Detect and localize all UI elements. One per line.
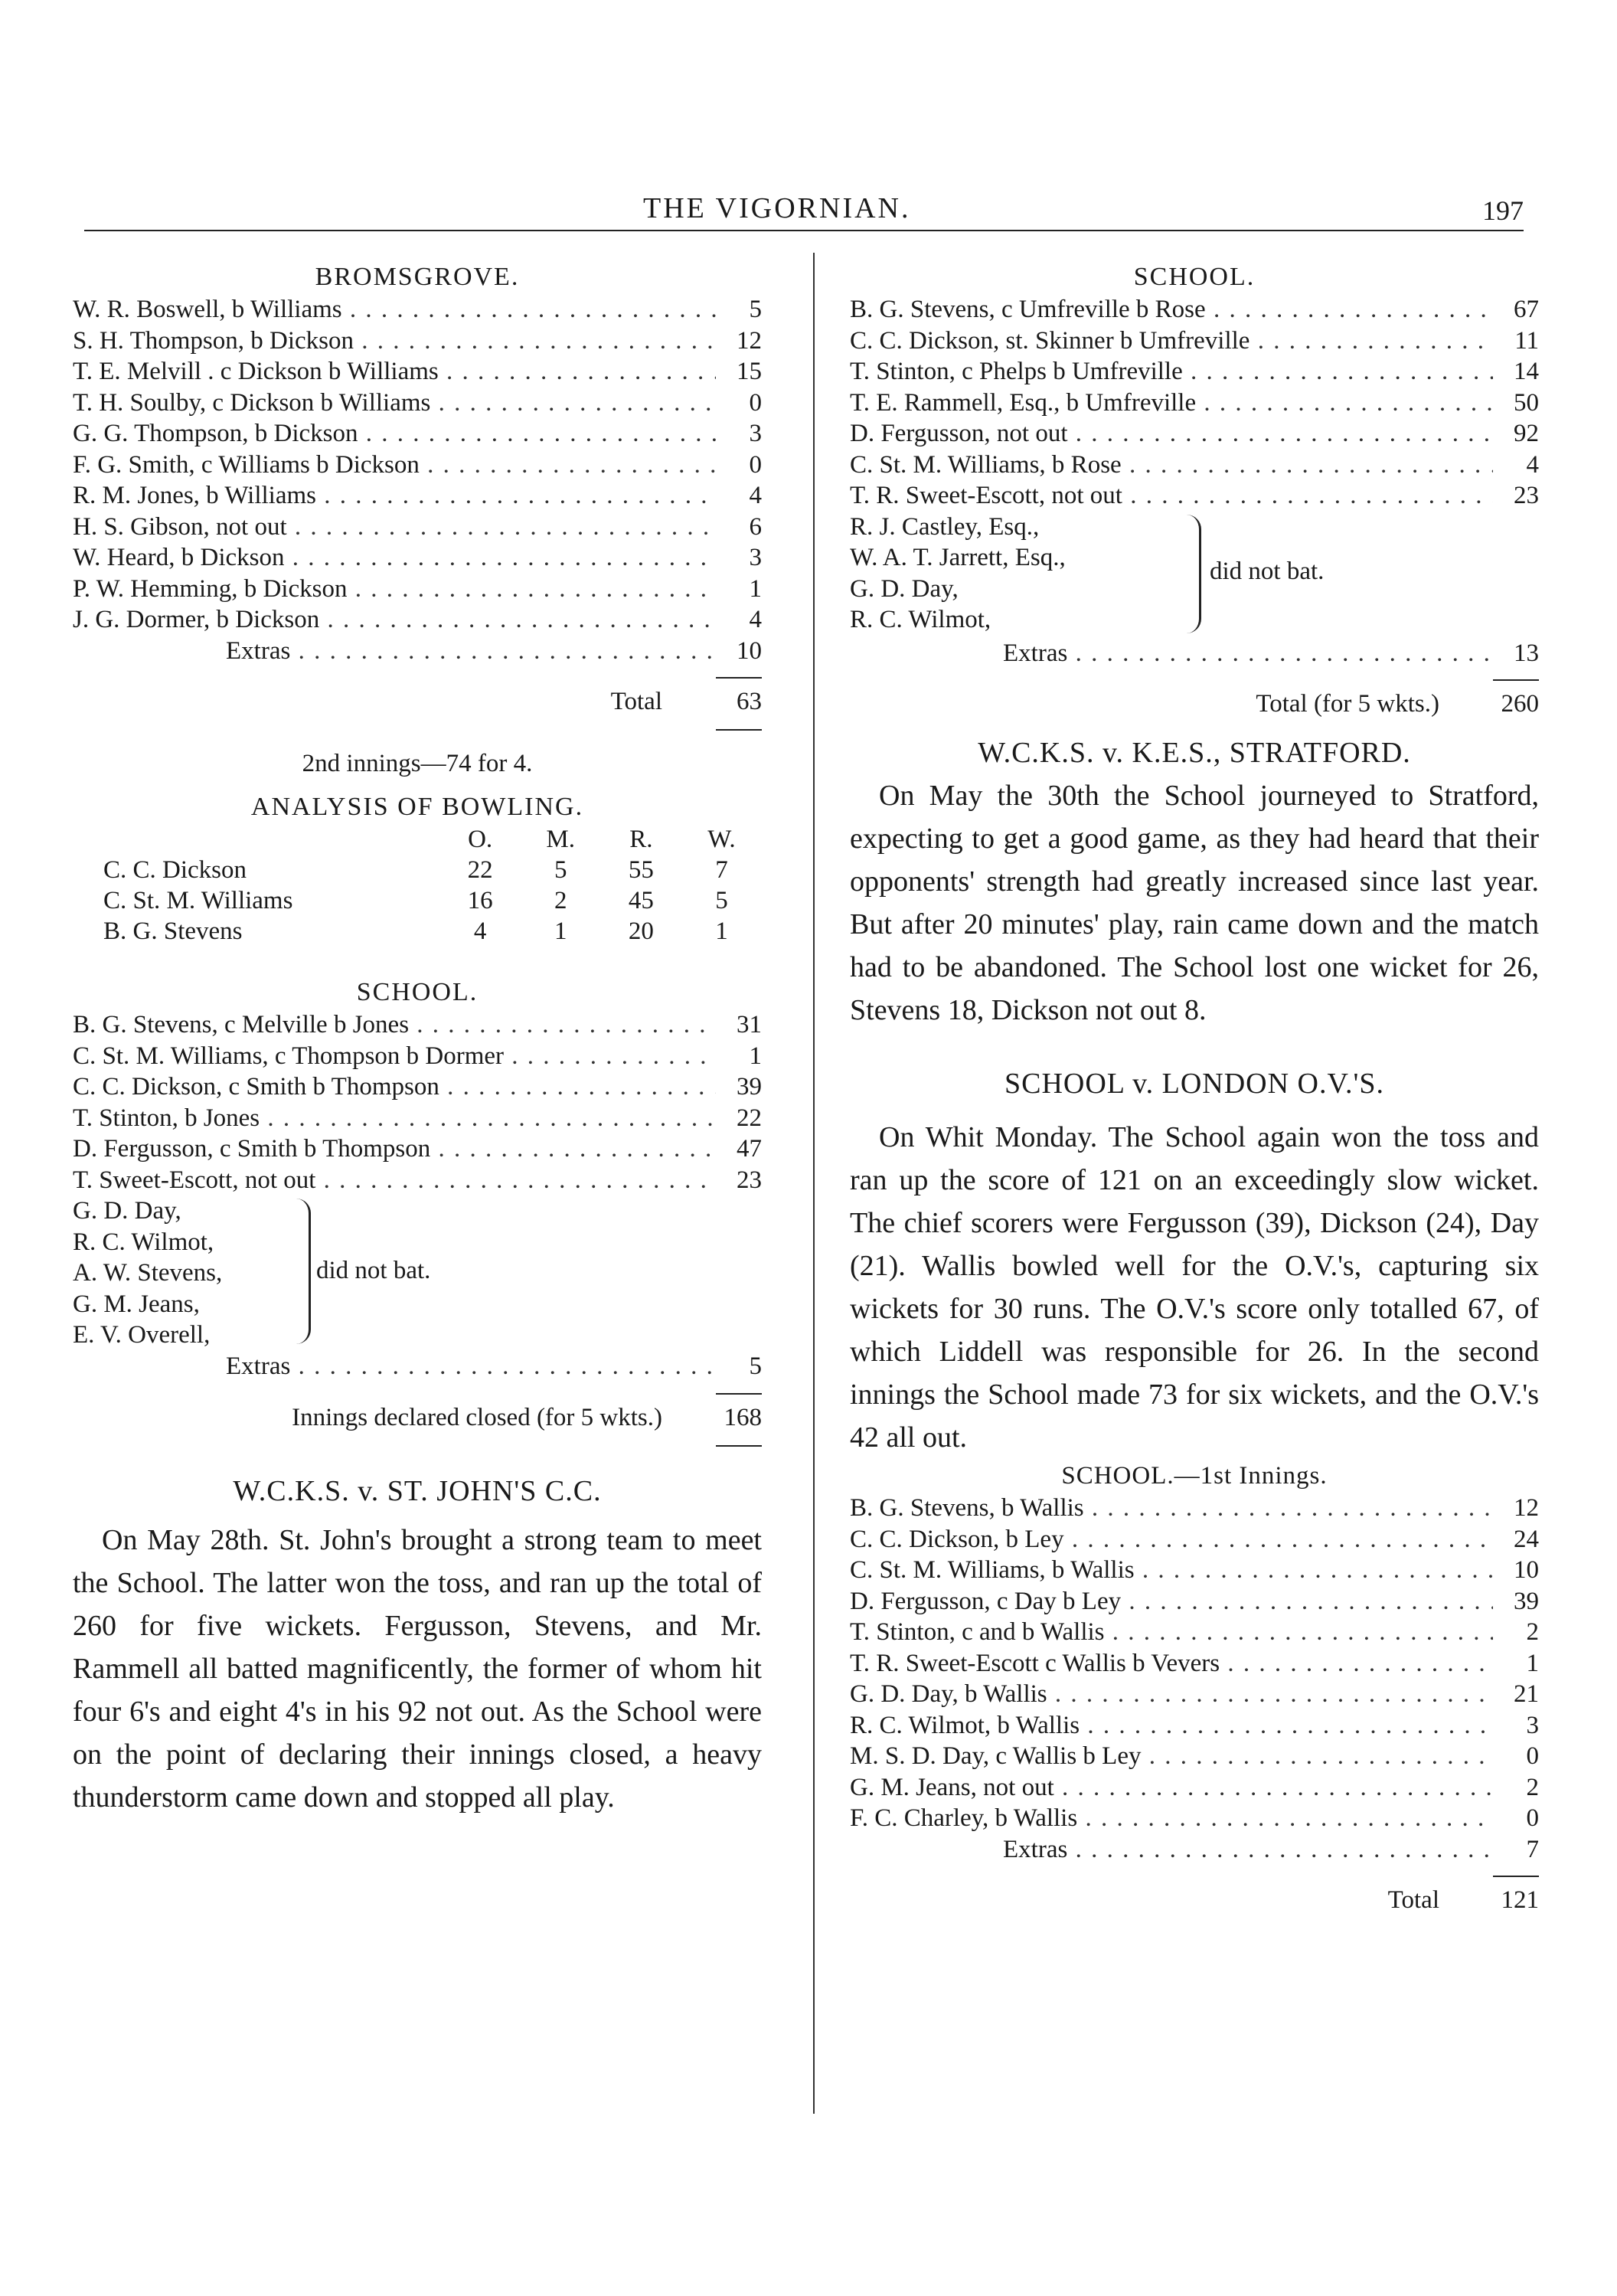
- school-extras-row: [73, 1351, 762, 1382]
- batting-row: [73, 356, 762, 388]
- batsman-entry: D. Fergusson, c Smith b Thompson . . .: [73, 1133, 716, 1165]
- dnb-player: R. J. Castley, Esq.,: [850, 512, 1040, 541]
- school-extras-row: [850, 638, 1539, 669]
- extras-value: 10: [737, 636, 762, 665]
- col-overs: O.: [468, 826, 493, 853]
- journal-title: THE VIGORNIAN.: [643, 192, 911, 224]
- batsman-entry: B. G. Stevens, c Umfreville b Rose . . .: [850, 294, 1493, 325]
- col-wickets: W.: [707, 826, 736, 853]
- batsman-entry: P. W. Hemming, b Dickson . . .: [73, 574, 716, 605]
- batsman-entry: T. R. Sweet-Escott c Wallis b Vevers . . .: [850, 1648, 1493, 1679]
- stjohns-report: On May 28th. St. John's brought a strong team to meet the School. The latter won the toss, and ran up the total of 260 for five wickets. Fergusson, Stevens, and Mr. Rammell all batted magnificently, the former of whom hit four 6's and eight 4's in his 92 not out. As the School were on the point of declaring their innings closed, a heavy thunderstorm came down and stopped all play.: [73, 1523, 762, 1814]
- batsman-entry: D. Fergusson, c Day b Ley . . .: [850, 1586, 1493, 1617]
- batsman-entry: J. G. Dormer, b Dickson . . .: [73, 604, 716, 636]
- runs-value: 3: [749, 420, 762, 447]
- total-label: Total: [610, 688, 662, 715]
- batting-row: [850, 388, 1539, 419]
- runs-value: 15: [737, 358, 762, 385]
- batsman-entry: G. M. Jeans, not out . . .: [850, 1772, 1493, 1804]
- extras-label: Extras . . .: [73, 636, 716, 667]
- batting-row: [850, 1772, 1539, 1804]
- extras-label: Extras . . .: [850, 638, 1493, 669]
- bromsgrove-heading: BROMSGROVE.: [315, 263, 520, 291]
- bromsgrove-total-row: [73, 685, 762, 718]
- runs-value: 39: [1514, 1587, 1539, 1615]
- stratford-heading: W.C.K.S. v. K.E.S., STRATFORD.: [978, 737, 1411, 769]
- batsman-entry: C. C. Dickson, b Ley . . .: [850, 1524, 1493, 1555]
- brace: [296, 1199, 311, 1344]
- batsman-entry: T. H. Soulby, c Dickson b Williams . . .: [73, 388, 716, 419]
- extras-label: Extras . . .: [73, 1351, 716, 1382]
- runs-value: 2: [1526, 1773, 1539, 1801]
- dnb-label: did not bat.: [316, 1257, 431, 1284]
- batting-row: [73, 1103, 762, 1134]
- bowler-name: B. G. Stevens: [103, 917, 243, 945]
- batsman-entry: G. G. Thompson, b Dickson . . .: [73, 418, 716, 450]
- batting-row: [73, 1133, 762, 1165]
- batsman-entry: R. M. Jones, b Williams . . .: [73, 480, 716, 512]
- total-value: 63: [737, 688, 762, 715]
- bowling-row: [73, 885, 762, 916]
- runs-value: 12: [737, 326, 762, 355]
- stjohns-heading: W.C.K.S. v. ST. JOHN'S C.C.: [233, 1474, 602, 1507]
- dnb-player: A. W. Stevens,: [73, 1259, 223, 1287]
- total-rule: [716, 677, 762, 679]
- page-number: 197: [1482, 195, 1524, 226]
- school-heading: SCHOOL.: [1133, 263, 1256, 291]
- maidens-value: 1: [554, 917, 567, 945]
- runs-value: 22: [737, 1104, 762, 1132]
- brace: [1187, 515, 1201, 633]
- runs-value: 0: [749, 388, 762, 417]
- left-column: [73, 253, 762, 1819]
- dnb-player: E. V. Overell,: [73, 1321, 211, 1349]
- total-rule: [716, 1393, 762, 1395]
- runs-value: 0: [1526, 1804, 1539, 1832]
- overs-value: 16: [467, 887, 493, 914]
- page-header: [84, 191, 1524, 231]
- first-innings-heading: SCHOOL.—1st Innings.: [1061, 1462, 1328, 1490]
- did-not-bat-group: [850, 512, 1539, 638]
- school-heading: SCHOOL.: [356, 978, 479, 1006]
- batsman-entry: T. Sweet-Escott, not out . . .: [73, 1165, 716, 1196]
- school-total-row: [73, 1401, 762, 1434]
- overs-value: 22: [467, 856, 493, 884]
- london-heading: SCHOOL v. LONDON O.V.'S.: [1004, 1068, 1385, 1100]
- runs-value: 14: [1514, 358, 1539, 385]
- batting-row: [73, 388, 762, 419]
- london-extras-row: [850, 1834, 1539, 1866]
- batting-row: [850, 1555, 1539, 1586]
- bowling-row: [73, 916, 762, 947]
- total-label: Innings declared closed (for 5 wkts.): [292, 1403, 662, 1431]
- batting-row: [73, 1165, 762, 1196]
- batting-row: [850, 294, 1539, 325]
- batsman-entry: W. R. Boswell, b Williams . . .: [73, 294, 716, 325]
- batting-row: [850, 450, 1539, 481]
- runs-value: 92: [1514, 420, 1539, 447]
- runs-value: 3: [749, 544, 762, 571]
- runs-value: 5: [749, 296, 762, 323]
- batting-row: [73, 542, 762, 574]
- batting-row: [850, 1710, 1539, 1742]
- dnb-names: [73, 1195, 222, 1351]
- runs-value: 1: [749, 574, 762, 603]
- extras-value: 7: [1526, 1835, 1539, 1863]
- batsman-entry: T. Stinton, c Phelps b Umfreville . . .: [850, 356, 1493, 388]
- second-innings-note: 2nd innings—74 for 4.: [302, 750, 533, 777]
- batting-row: [850, 1493, 1539, 1524]
- london-total-row: [850, 1883, 1539, 1917]
- batsman-entry: T. Stinton, b Jones . . .: [73, 1103, 716, 1134]
- batting-row: [850, 1679, 1539, 1710]
- runs-value: 4: [1526, 450, 1539, 479]
- runs-value: 10: [1514, 1556, 1539, 1584]
- bromsgrove-scorecard: [73, 294, 762, 636]
- batsman-entry: M. S. D. Day, c Wallis b Ley . . .: [850, 1741, 1493, 1772]
- col-runs: R.: [629, 826, 653, 853]
- right-column: [850, 253, 1539, 1917]
- bowling-row: [73, 855, 762, 885]
- total-value: 168: [724, 1403, 762, 1431]
- dnb-player: W. A. T. Jarrett, Esq.,: [850, 544, 1066, 571]
- batsman-entry: S. H. Thompson, b Dickson . . .: [73, 325, 716, 357]
- runs-value: 12: [1514, 1494, 1539, 1522]
- batsman-entry: R. C. Wilmot, b Wallis . . .: [850, 1710, 1493, 1742]
- batsman-entry: F. C. Charley, b Wallis . . .: [850, 1803, 1493, 1834]
- batsman-entry: C. St. M. Williams, b Wallis . . .: [850, 1555, 1493, 1586]
- col-maidens: M.: [546, 826, 576, 853]
- runs-value: 4: [749, 606, 762, 633]
- batting-row: [73, 450, 762, 481]
- batting-row: [850, 1586, 1539, 1617]
- batting-row: [850, 1741, 1539, 1772]
- school-scorecard: [850, 294, 1539, 512]
- runs-value: 67: [1514, 296, 1539, 323]
- runs-value: 1: [749, 1042, 762, 1070]
- batting-row: [850, 418, 1539, 450]
- runs-value: 3: [1526, 1711, 1539, 1739]
- batsman-entry: D. Fergusson, not out . . .: [850, 418, 1493, 450]
- runs-value: 47: [737, 1135, 762, 1163]
- total-rule: [1493, 1876, 1539, 1877]
- did-not-bat-group: [73, 1195, 762, 1351]
- bowling-table: [73, 855, 762, 947]
- batsman-entry: C. St. M. Williams, b Rose . . .: [850, 450, 1493, 481]
- batting-row: [850, 480, 1539, 512]
- batsman-entry: T. E. Melvill . c Dickson b Williams . . .: [73, 356, 716, 388]
- runs-value: 55: [628, 856, 654, 884]
- runs-value: 11: [1514, 326, 1539, 355]
- batting-row: [850, 1648, 1539, 1679]
- runs-value: 23: [737, 1166, 762, 1194]
- total-rule: [716, 729, 762, 731]
- batting-row: [850, 325, 1539, 357]
- extras-value: 13: [1514, 639, 1539, 667]
- london-scorecard: [850, 1493, 1539, 1834]
- batting-row: [73, 294, 762, 325]
- overs-value: 4: [473, 917, 487, 945]
- extras-label: Extras . . .: [850, 1834, 1493, 1866]
- dnb-player: R. C. Wilmot,: [73, 1228, 214, 1256]
- batsman-entry: H. S. Gibson, not out . . .: [73, 512, 716, 543]
- runs-value: 45: [628, 887, 654, 914]
- batsman-entry: G. D. Day, b Wallis . . .: [850, 1679, 1493, 1710]
- bowling-header-row: [73, 824, 762, 855]
- batsman-entry: C. C. Dickson, st. Skinner b Umfreville . . .: [850, 325, 1493, 357]
- batsman-entry: B. G. Stevens, b Wallis . . .: [850, 1493, 1493, 1524]
- maidens-value: 5: [554, 856, 567, 884]
- total-rule: [716, 1445, 762, 1447]
- batting-row: [850, 1524, 1539, 1555]
- dnb-player: R. C. Wilmot,: [850, 606, 991, 633]
- bromsgrove-extras-row: [73, 636, 762, 667]
- batting-row: [73, 574, 762, 605]
- total-value: 121: [1501, 1886, 1539, 1914]
- total-rule: [1493, 679, 1539, 681]
- batsman-entry: C. St. M. Williams, c Thompson b Dormer . . .: [73, 1041, 716, 1072]
- school-scorecard: [73, 1009, 762, 1195]
- batting-row: [73, 604, 762, 636]
- batting-row: [850, 1803, 1539, 1834]
- batsman-entry: B. G. Stevens, c Melville b Jones . . .: [73, 1009, 716, 1041]
- wickets-value: 1: [715, 917, 728, 945]
- dnb-player: G. M. Jeans,: [73, 1290, 200, 1318]
- batting-row: [73, 1071, 762, 1103]
- runs-value: 23: [1514, 482, 1539, 509]
- batting-row: [73, 512, 762, 543]
- bowling-heading: ANALYSIS OF BOWLING.: [250, 793, 584, 821]
- batting-row: [73, 1009, 762, 1041]
- batting-row: [850, 1617, 1539, 1648]
- runs-value: 31: [737, 1011, 762, 1038]
- bowler-name: C. C. Dickson: [103, 856, 247, 884]
- school-total-row: [850, 687, 1539, 721]
- maidens-value: 2: [554, 887, 567, 914]
- dnb-names: [850, 512, 1066, 636]
- runs-value: 21: [1514, 1680, 1539, 1708]
- runs-value: 20: [628, 917, 654, 945]
- stratford-report: On May the 30th the School journeyed to Stratford, expecting to get a good game, as they had heard that their opponents' strength had greatly increased since last year. But after 20 minutes' play, rain came down and the match had to be abandoned. The School lost one wicket for 26, Stevens 18, Dickson not out 8.: [850, 780, 1539, 1026]
- batsman-entry: W. Heard, b Dickson . . .: [73, 542, 716, 574]
- runs-value: 24: [1514, 1525, 1539, 1553]
- runs-value: 4: [749, 482, 762, 509]
- runs-value: 39: [737, 1073, 762, 1101]
- dnb-player: G. D. Day,: [73, 1197, 181, 1225]
- batsman-entry: T. R. Sweet-Escott, not out . . .: [850, 480, 1493, 512]
- column-divider: [813, 253, 815, 2114]
- batting-row: [73, 418, 762, 450]
- total-value: 260: [1501, 690, 1539, 718]
- runs-value: 2: [1526, 1618, 1539, 1646]
- runs-value: 50: [1514, 388, 1539, 417]
- dnb-label: did not bat.: [1210, 557, 1325, 585]
- wickets-value: 5: [715, 887, 728, 914]
- batting-row: [73, 480, 762, 512]
- runs-value: 0: [1526, 1742, 1539, 1770]
- batsman-entry: T. Stinton, c and b Wallis . . .: [850, 1617, 1493, 1648]
- batting-row: [73, 325, 762, 357]
- batsman-entry: F. G. Smith, c Williams b Dickson . . .: [73, 450, 716, 481]
- runs-value: 1: [1526, 1649, 1539, 1677]
- extras-value: 5: [749, 1352, 762, 1380]
- dnb-player: G. D. Day,: [850, 574, 959, 603]
- runs-value: 6: [749, 512, 762, 541]
- london-report: On Whit Monday. The School again won the toss and ran up the score of 121 on an exceedingly slow wicket. The chief scorers were Fergusson (39), Dickson (24), Day (21). Wallis bowled well for the O.V.'s, capturing six wickets for 30 runs. The O.V.'s score only totalled 67, of which Liddell was responsible for 26. In the second innings the School made 73 for six wickets, and the O.V.'s 42 all out.: [850, 1121, 1539, 1454]
- bowler-name: C. St. M. Williams: [103, 887, 293, 914]
- runs-value: 0: [749, 450, 762, 479]
- total-label: Total (for 5 wkts.): [1256, 690, 1439, 718]
- batsman-entry: T. E. Rammell, Esq., b Umfreville . . .: [850, 388, 1493, 419]
- batting-row: [73, 1041, 762, 1072]
- total-label: Total: [1387, 1886, 1439, 1914]
- wickets-value: 7: [715, 856, 728, 884]
- batting-row: [850, 356, 1539, 388]
- batsman-entry: C. C. Dickson, c Smith b Thompson . . .: [73, 1071, 716, 1103]
